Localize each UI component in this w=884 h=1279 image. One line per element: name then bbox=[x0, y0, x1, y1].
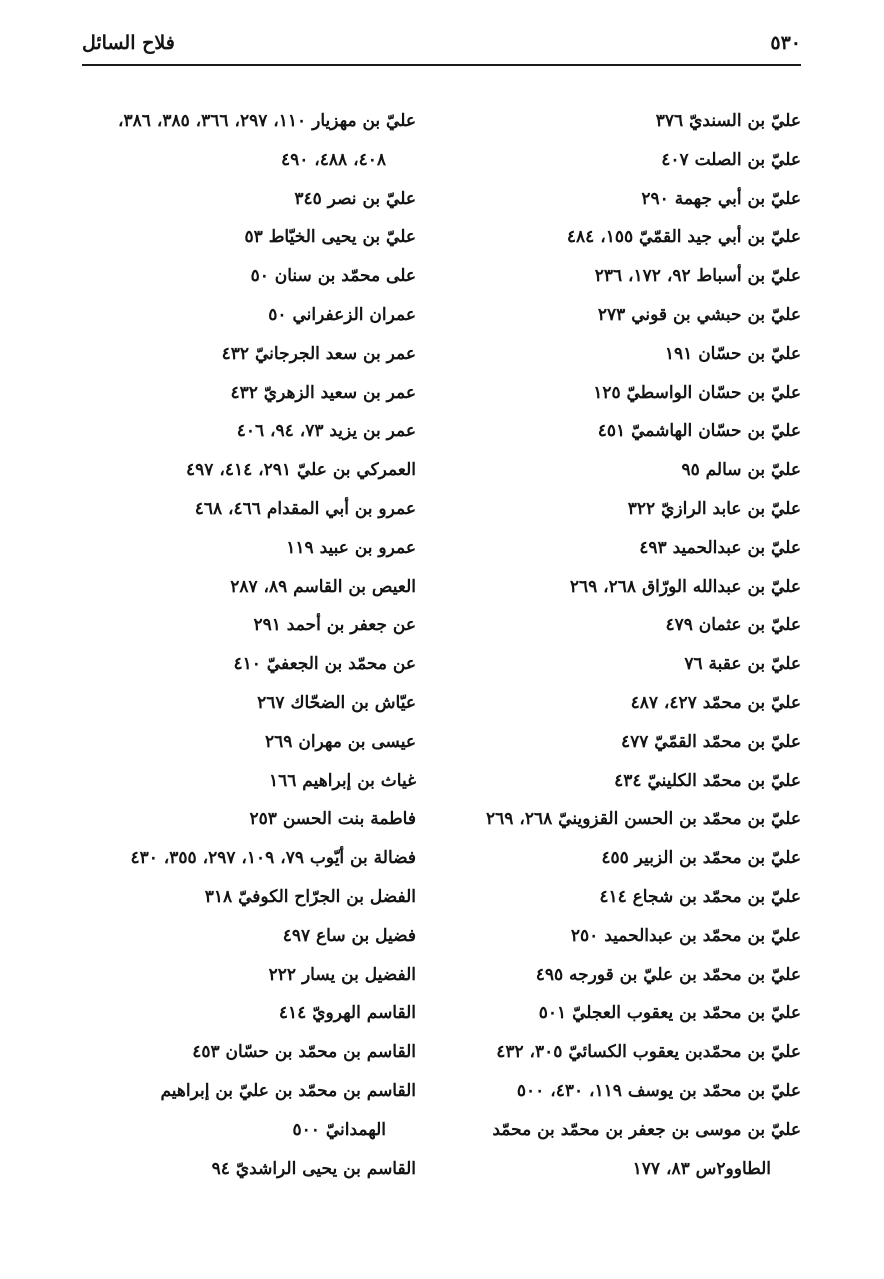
index-entry: العيص بن القاسم ٨٩، ٢٨٧ bbox=[230, 576, 416, 597]
index-column-right bbox=[411, 102, 801, 1188]
index-entry: عليّ بن محمّد ٤٢٧، ٤٨٧ bbox=[630, 692, 801, 713]
index-entry: عيّاش بن الضحّاك ٢٦٧ bbox=[257, 692, 416, 713]
index-entry: عمر بن سعد الجرجانيّ ٤٣٢ bbox=[221, 343, 416, 364]
index-entry: فضيل بن ساع ٤٩٧ bbox=[282, 925, 416, 946]
index-entry: عليّ بن محمّد الكلينيّ ٤٣٤ bbox=[614, 770, 801, 791]
index-entry: على محمّد بن سنان ٥٠ bbox=[250, 266, 416, 287]
index-entry: عليّ بن حبشي بن قوني ٢٧٣ bbox=[597, 304, 801, 325]
index-entry: عليّ بن سالم ٩٥ bbox=[681, 460, 801, 481]
index-entry: الهمدانيّ ٥٠٠ bbox=[292, 1119, 386, 1140]
index-entry: عليّ بن حسّان ١٩١ bbox=[664, 343, 801, 364]
index-entry: عليّ بن موسى بن جعفر بن محمّد بن محمّد bbox=[492, 1119, 801, 1140]
index-entry: فضالة بن أيّوب ٧٩، ١٠٩، ٢٩٧، ٣٥٥، ٤٣٠ bbox=[130, 848, 416, 869]
running-header bbox=[82, 28, 801, 66]
index-entry: القاسم الهرويّ ٤١٤ bbox=[278, 1003, 416, 1024]
index-entry: عمرو بن أبي المقدام ٤٦٦، ٤٦٨ bbox=[194, 498, 416, 519]
index-entry: عليّ بن حسّان الهاشميّ ٤٥١ bbox=[597, 421, 801, 442]
index-entry: عليّ بن محمّد بن يوسف ١١٩، ٤٣٠، ٥٠٠ bbox=[516, 1080, 801, 1101]
index-entry: عن جعفر بن أحمد ٢٩١ bbox=[253, 615, 416, 636]
index-entry: عليّ بن عابد الرازيّ ٣٢٢ bbox=[627, 498, 801, 519]
index-entry: فاطمة بنت الحسن ٢٥٣ bbox=[249, 809, 416, 830]
index-entry: عليّ بن عبدالحميد ٤٩٣ bbox=[639, 537, 801, 558]
index-entry: عليّ بن نصر ٣٤٥ bbox=[294, 188, 416, 209]
index-entry: عليّ بن عثمان ٤٧٩ bbox=[665, 615, 801, 636]
index-entry: عمر بن يزيد ٧٣، ٩٤، ٤٠٦ bbox=[236, 421, 416, 442]
index-entry: عليّ بن محمّد بن شجاع ٤١٤ bbox=[599, 886, 801, 907]
page-number: ٥٣٠ bbox=[770, 32, 801, 54]
index-entry: عليّ بن محمّد القمّيّ ٤٧٧ bbox=[620, 731, 801, 752]
index-entry: عليّ بن عبدالله الورّاق ٢٦٨، ٢٦٩ bbox=[569, 576, 801, 597]
index-entry: عليّ بن محمّد بن الحسن القزوينيّ ٢٦٨، ٢٦٩ bbox=[486, 809, 801, 830]
index-entry: الطاوو٢س ٨٣، ١٧٧ bbox=[632, 1158, 771, 1179]
index-entry: القاسم بن محمّد بن حسّان ٤٥٣ bbox=[192, 1042, 416, 1063]
index-entry: ٤٠٨، ٤٨٨، ٤٩٠ bbox=[280, 149, 386, 170]
index-entry: عليّ بن أسباط ٩٢، ١٧٢، ٢٣٦ bbox=[594, 266, 801, 287]
index-entry: غياث بن إبراهيم ١٦٦ bbox=[268, 770, 416, 791]
index-entry: القاسم بن محمّد بن عليّ بن إبراهيم bbox=[160, 1080, 416, 1101]
index-column-left bbox=[71, 102, 416, 1188]
index-entry: عمر بن سعيد الزهريّ ٤٣٢ bbox=[230, 382, 416, 403]
index-entry: عليّ بن محمّد بن عليّ بن قورجه ٤٩٥ bbox=[535, 964, 801, 985]
index-entry: القاسم بن يحيى الراشديّ ٩٤ bbox=[211, 1158, 416, 1179]
index-entry: عن محمّد بن الجعفيّ ٤١٠ bbox=[233, 654, 416, 675]
index-entry: عليّ بن محمّد بن الزبير ٤٥٥ bbox=[601, 848, 801, 869]
index-entry: عليّ بن مهزيار ١١٠، ٢٩٧، ٣٦٦، ٣٨٥، ٣٨٦، bbox=[118, 111, 416, 131]
index-entry: عليّ بن أبي جهمة ٢٩٠ bbox=[641, 188, 801, 209]
index-entry: العمركي بن عليّ ٢٩١، ٤١٤، ٤٩٧ bbox=[186, 460, 416, 481]
index-entry: عليّ بن محمّدبن يعقوب الكسائيّ ٣٠٥، ٤٣٢ bbox=[496, 1042, 801, 1063]
index-entry: عليّ بن عقبة ٧٦ bbox=[684, 654, 801, 675]
index-entry: الفضيل بن يسار ٢٢٢ bbox=[268, 964, 416, 985]
index-entry: عليّ بن محمّد بن عبدالحميد ٢٥٠ bbox=[570, 925, 801, 946]
index-entry: عمرو بن عبيد ١١٩ bbox=[286, 537, 416, 558]
book-title: فلاح السائل bbox=[82, 32, 175, 54]
index-entry: الفضل بن الجرّاح الكوفيّ ٣١٨ bbox=[204, 886, 416, 907]
index-entry: عليّ بن محمّد بن يعقوب العجليّ ٥٠١ bbox=[538, 1003, 801, 1024]
index-entry: عليّ بن الصلت ٤٠٧ bbox=[661, 149, 801, 170]
index-entry: عيسى بن مهران ٢٦٩ bbox=[265, 731, 416, 752]
index-entry: عليّ بن يحيى الخيّاط ٥٣ bbox=[244, 227, 416, 248]
index-entry: عليّ بن أبي جيد القمّيّ ١٥٥، ٤٨٤ bbox=[566, 227, 801, 248]
index-entry: عليّ بن السنديّ ٣٧٦ bbox=[655, 111, 801, 131]
index-entry: عليّ بن حسّان الواسطيّ ١٢٥ bbox=[593, 382, 801, 403]
index-entry: عمران الزعفراني ٥٠ bbox=[268, 304, 416, 325]
